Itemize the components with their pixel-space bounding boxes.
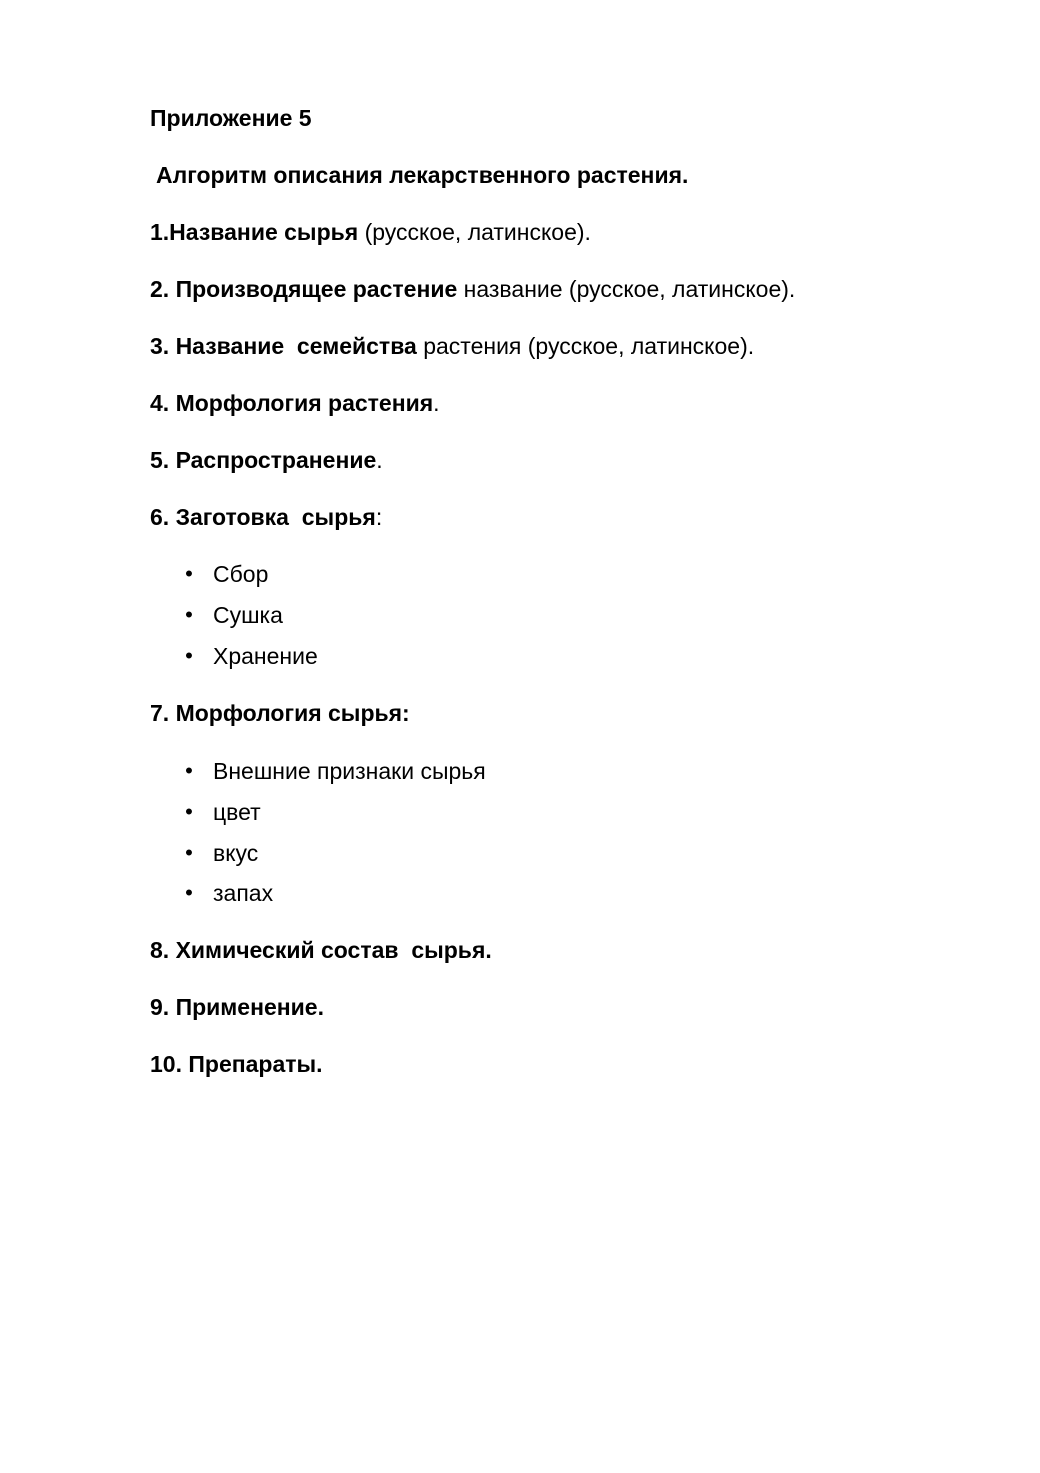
item-1-bold: 1.Название сырья xyxy=(150,219,359,245)
item-7-bold: 7. Морфология сырья: xyxy=(150,700,410,726)
bullet-icon: • xyxy=(185,799,193,824)
list-item-3 xyxy=(150,331,754,361)
item-2-rest: название (русское, латинское). xyxy=(457,276,796,302)
morphology-bullet-text: Внешние признаки сырья xyxy=(213,758,486,784)
harvest-bullet-text: Хранение xyxy=(213,643,318,669)
bullet-icon: • xyxy=(185,602,193,627)
item-8-bold: 8. Химический состав сырья. xyxy=(150,937,492,963)
algorithm-title: Алгоритм описания лекарственного растения. xyxy=(156,162,689,188)
list-item-8 xyxy=(150,935,492,965)
morphology-bullet-text: цвет xyxy=(213,799,261,825)
list-item-7 xyxy=(150,698,410,728)
list-item-5 xyxy=(150,445,383,475)
list-item-9 xyxy=(150,992,324,1022)
list-item-1 xyxy=(150,217,591,247)
item-10-bold: 10. Препараты. xyxy=(150,1051,323,1077)
list-item-10 xyxy=(150,1049,323,1079)
item-5-rest: . xyxy=(376,447,383,473)
item-1-rest: (русское, латинское). xyxy=(358,219,591,245)
item-9-bold: 9. Применение. xyxy=(150,994,324,1020)
bullet-icon: • xyxy=(185,643,193,668)
item-6-bold: 6. Заготовка сырья xyxy=(150,504,376,530)
morphology-bullet-text: запах xyxy=(213,880,274,906)
harvest-bullet-text: Сушка xyxy=(213,602,283,628)
list-item-2 xyxy=(150,274,795,304)
bullet-icon: • xyxy=(185,561,193,586)
bullet-icon: • xyxy=(185,880,193,905)
list-item-6 xyxy=(150,502,382,532)
harvest-bullet-text: Сбор xyxy=(213,561,269,587)
item-6-rest: : xyxy=(375,504,383,530)
item-4-bold: 4. Морфология растения xyxy=(150,390,434,416)
item-5-bold: 5. Распространение xyxy=(150,447,377,473)
morphology-bullet-text: вкус xyxy=(213,840,259,866)
item-2-bold: 2. Производящее растение xyxy=(150,276,458,302)
bullet-icon: • xyxy=(185,840,193,865)
item-3-bold: 3. Название семейства xyxy=(150,333,417,359)
item-3-rest: растения (русское, латинское). xyxy=(416,333,755,359)
list-item-4 xyxy=(150,388,440,418)
appendix-title: Приложение 5 xyxy=(150,105,312,131)
item-4-rest: . xyxy=(433,390,440,416)
bullet-icon: • xyxy=(185,758,193,783)
